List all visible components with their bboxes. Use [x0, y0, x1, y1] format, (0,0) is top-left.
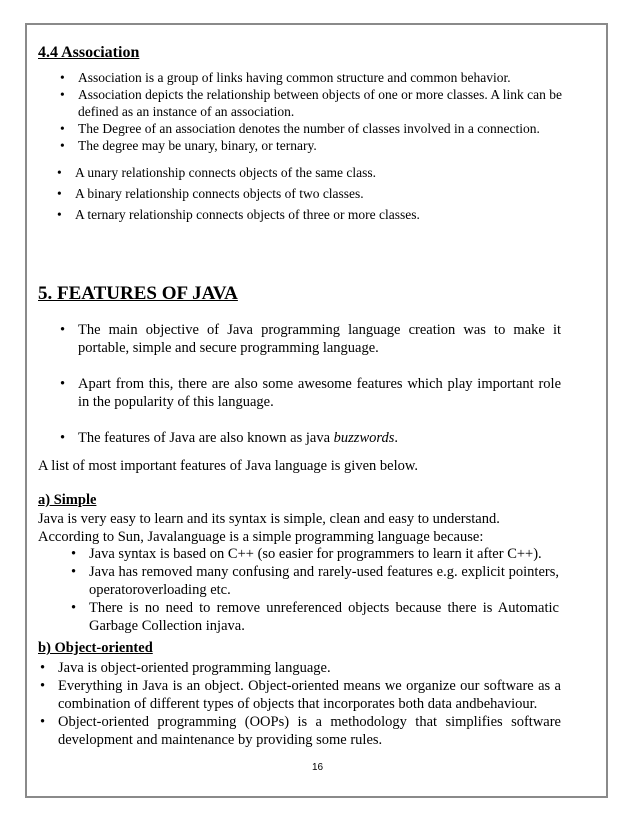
features-intro: A list of most important features of Java language is given below. — [38, 458, 419, 474]
list-item: • A unary relationship connects objects of the same class. — [75, 162, 590, 183]
buzz-prefix: The features of Java are also known as java — [78, 430, 334, 446]
features-list — [78, 321, 561, 447]
list-item: • The Degree of an association denotes the number of classes involved in a connection. — [78, 120, 593, 137]
list-item — [78, 429, 561, 447]
buzz-suffix: . — [394, 430, 398, 446]
oop-heading: b) Object-oriented — [38, 640, 153, 656]
simple-heading: a) Simple — [38, 492, 97, 508]
list-item: • The degree may be unary, binary, or ternary. — [78, 137, 593, 154]
simple-line1: Java is very easy to learn and its syntax is simple, clean and easy to understand. — [38, 511, 500, 527]
simple-list — [89, 545, 559, 635]
list-item: • Association depicts the relationship between objects of one or more classes. A link can be defined as an instance of an association. — [78, 86, 593, 120]
association-list — [78, 69, 593, 154]
list-item: • A binary relationship connects objects of two classes. — [75, 183, 590, 204]
list-item: • Java is object-oriented programming language. — [58, 659, 561, 677]
list-item: • Java syntax is based on C++ (so easier for programmers to learn it after C++). — [89, 545, 559, 563]
list-item: • A ternary relationship connects objects of three or more classes. — [75, 204, 590, 225]
list-item: • Object-oriented programming (OOPs) is a methodology that simplifies software development and maintenance by providing some rules. — [58, 713, 561, 749]
oop-list — [58, 659, 561, 749]
list-item: • Everything in Java is an object. Object-oriented means we organize our software as a combination of different types of objects that incorporates both data andbehaviour. — [58, 677, 561, 713]
list-item: • Apart from this, there are also some awesome features which play important role in the popularity of this language. — [78, 375, 561, 411]
buzz-word: buzzwords — [333, 430, 395, 446]
relationship-list — [75, 162, 590, 225]
list-item: • Association is a group of links having common structure and common behavior. — [78, 69, 593, 86]
features-heading: 5. FEATURES OF JAVA — [38, 283, 238, 304]
list-item: • The main objective of Java programming language creation was to make it portable, simple and secure programming language. — [78, 321, 561, 357]
page-number: 16 — [312, 762, 324, 773]
association-heading: 4.4 Association — [38, 44, 140, 61]
list-item: • Java has removed many confusing and rarely-used features e.g. explicit pointers, operatoroverloading etc. — [89, 563, 559, 599]
list-item: • There is no need to remove unreferenced objects because there is Automatic Garbage Collection injava. — [89, 599, 559, 635]
simple-line2: According to Sun, Javalanguage is a simple programming language because: — [38, 529, 484, 545]
